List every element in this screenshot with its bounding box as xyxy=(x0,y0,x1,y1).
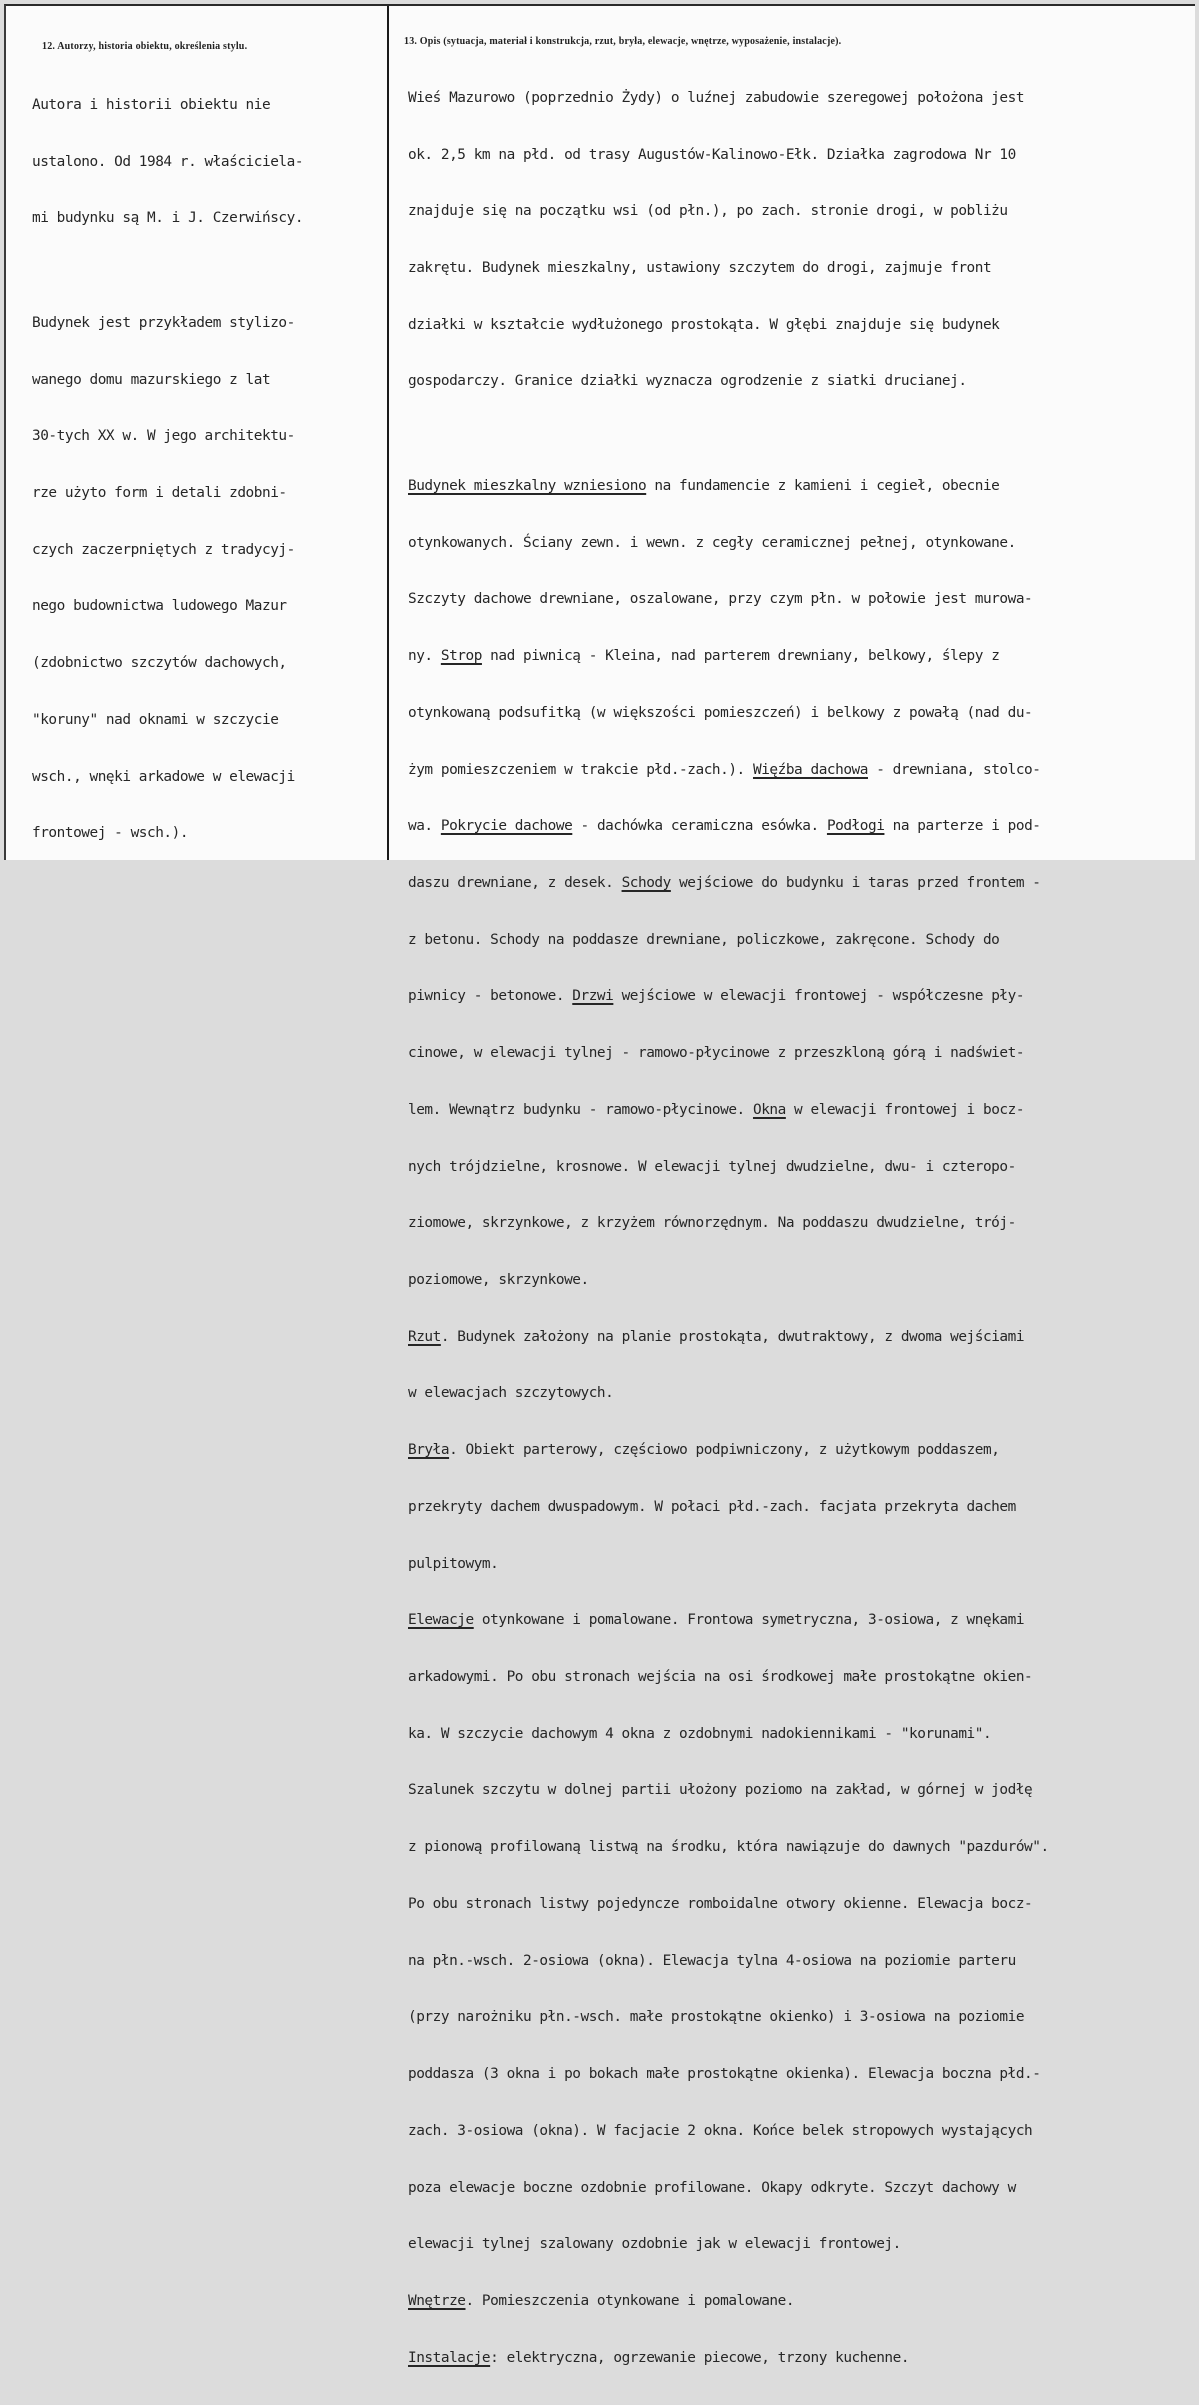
term-wiezba: Więźba dachowa xyxy=(752,761,868,778)
text-line: gospodarczy. Granice działki wyznacza ogrodzenie z siatki drucianej. xyxy=(408,373,967,390)
text-line xyxy=(408,874,1049,893)
text-run: wejściowe w elewacji frontowej - współczesne pły- xyxy=(613,988,1025,1005)
text-line: ok. 2,5 km na płd. od trasy Augustów-Kalinowo-Ełk. Działka zagrodowa Nr 10 xyxy=(408,146,1016,163)
text-run: . Pomieszczenia otynkowane i pomalowane. xyxy=(465,2292,795,2309)
text-line xyxy=(408,477,1049,496)
text-run: lem. Wewnątrz budynku - ramowo-płycinowe. xyxy=(408,1101,753,1118)
text-line: 30-tych XX w. W jego architektu- xyxy=(32,428,295,445)
text-run: wa. xyxy=(408,818,441,835)
text-line: otynkowanych. Ściany zewn. i wewn. z cegły ceramicznej pełnej, otynkowane. xyxy=(408,534,1016,551)
text-line xyxy=(408,1611,1049,1630)
text-line: poddasza (3 okna i po bokach małe prostokątne okienka). Elewacja boczna płd.- xyxy=(408,2066,1041,2083)
text-line: poziomowe, skrzynkowe. xyxy=(408,1272,589,1288)
text-line: działki w kształcie wydłużonego prostokąta. W głębi znajduje się budynek xyxy=(408,316,1000,333)
text-line: mi budynku są M. i J. Czerwińscy. xyxy=(32,210,304,227)
text-line: otynkowaną podsufitką (w większości pomieszczeń) i belkowy z powałą (nad du- xyxy=(408,704,1033,721)
text-line: Budynek jest przykładem stylizo- xyxy=(32,314,295,331)
text-line: z betonu. Schody na poddasze drewniane, policzkowe, zakręcone. Schody do xyxy=(408,931,1000,948)
term-strop: Strop xyxy=(440,648,482,665)
text-run: : elektryczna, ogrzewanie piecowe, trzony kuchenne. xyxy=(490,2349,910,2366)
text-run: otynkowane i pomalowane. Frontowa symetryczna, 3-osiowa, z wnękami xyxy=(473,1612,1025,1629)
term-schody: Schody xyxy=(621,874,671,891)
text-line: nych trójdzielne, krosnowe. W elewacji tylnej dwudzielne, dwu- i czteropo- xyxy=(408,1158,1016,1175)
term-podlogi: Podłogi xyxy=(826,818,885,835)
term-okna: Okna xyxy=(752,1101,786,1118)
term-elewacje: Elewacje xyxy=(408,1612,474,1629)
text-run: nad piwnicą - Kleina, nad parterem drewniany, belkowy, ślepy z xyxy=(481,648,1000,665)
section-13-header: 13. Opis (sytuacja, materiał i konstrukcja, rzut, bryła, elewacje, wnętrze, wyposażenie, instalacje). xyxy=(404,36,842,47)
text-line xyxy=(408,1441,1049,1460)
text-line xyxy=(408,2349,1049,2368)
text-line: (zdobnictwo szczytów dachowych, xyxy=(32,655,287,672)
term-instalacje: Instalacje xyxy=(408,2349,491,2366)
text-run: w elewacji frontowej i bocz- xyxy=(785,1101,1025,1118)
text-line: Szalunek szczytu w dolnej partii ułożony poziomo na zakład, w górnej w jodłę xyxy=(408,1782,1033,1799)
text-run: - drewniana, stolco- xyxy=(867,761,1041,778)
term-drzwi: Drzwi xyxy=(572,988,614,1005)
text-line: w elewacjach szczytowych. xyxy=(408,1385,614,1402)
text-run: . Budynek założony na planie prostokąta, dwutraktowy, z dwoma wejściami xyxy=(440,1328,1025,1345)
text-line: cinowe, w elewacji tylnej - ramowo-płycinowe z przeszkloną górą i nadświet- xyxy=(408,1045,1025,1062)
term-bryla: Bryła xyxy=(408,1442,450,1459)
text-line: ziomowe, skrzynkowe, z krzyżem równorzędnym. Na poddaszu dwudzielne, trój- xyxy=(408,1215,1016,1232)
text-line xyxy=(408,647,1049,666)
text-line: rze użyto form i detali zdobni- xyxy=(32,484,287,501)
text-line: ustalono. Od 1984 r. właściciela- xyxy=(32,153,304,170)
text-line: poza elewacje boczne ozdobnie profilowane. Okapy odkryte. Szczyt dachowy w xyxy=(408,2179,1016,2196)
text-line: znajduje się na początku wsi (od płn.), po zach. stronie drogi, w pobliżu xyxy=(408,203,1008,220)
text-line xyxy=(408,761,1049,780)
text-line: Szczyty dachowe drewniane, oszalowane, przy czym płn. w połowie jest murowa- xyxy=(408,591,1033,608)
term-rzut: Rzut xyxy=(408,1328,441,1345)
text-run: piwnicy - betonowe. xyxy=(408,988,573,1005)
section-12-header: 12. Autorzy, historia obiektu, określenia stylu. xyxy=(42,41,248,52)
text-run: daszu drewniane, z desek. xyxy=(408,874,622,891)
text-line: zach. 3-osiowa (okna). W facjacie 2 okna. Końce belek stropowych wystających xyxy=(408,2122,1033,2139)
text-line: z pionową profilowaną listwą na środku, która nawiązuje do dawnych "pazdurów". xyxy=(408,1839,1049,1856)
term-pokrycie: Pokrycie dachowe xyxy=(440,818,573,835)
text-line: arkadowymi. Po obu stronach wejścia na osi środkowej małe prostokątne okien- xyxy=(408,1669,1033,1686)
text-run: . Obiekt parterowy, częściowo podpiwniczony, z użytkowym poddaszem, xyxy=(449,1442,1000,1459)
text-line: wanego domu mazurskiego z lat xyxy=(32,371,271,388)
text-line xyxy=(408,1101,1049,1120)
text-line: (przy narożniku płn.-wsch. małe prostokątne okienko) i 3-osiowa na poziomie xyxy=(408,2009,1025,2026)
text-line: na płn.-wsch. 2-osiowa (okna). Elewacja tylna 4-osiowa na poziomie parteru xyxy=(408,1952,1016,1969)
text-run: na parterze i pod- xyxy=(884,818,1041,835)
text-line: wsch., wnęki arkadowe w elewacji xyxy=(32,768,295,785)
text-run: na fundamencie z kamieni i cegieł, obecnie xyxy=(646,477,1000,494)
text-line: Wieś Mazurowo (poprzednio Żydy) o luźnej zabudowie szeregowej położona jest xyxy=(408,89,1025,106)
text-run: ny. xyxy=(408,648,441,665)
text-run: wejściowe do budynku i taras przed frontem - xyxy=(670,874,1041,891)
text-line: frontowej - wsch.). xyxy=(32,825,189,842)
text-line: nego budownictwa ludowego Mazur xyxy=(32,598,287,615)
section-13-text xyxy=(408,51,1049,2405)
text-line: zakrętu. Budynek mieszkalny, ustawiony szczytem do drogi, zajmuje front xyxy=(408,259,992,276)
text-line xyxy=(408,817,1049,836)
text-line: czych zaczerpniętych z tradycyj- xyxy=(32,541,295,558)
text-line: Autora i historii obiektu nie xyxy=(32,96,271,113)
column-divider xyxy=(387,6,389,860)
term-wnetrze: Wnętrze xyxy=(408,2292,466,2309)
text-line xyxy=(408,987,1049,1006)
text-line: ka. W szczycie dachowym 4 okna z ozdobnymi nadokiennikami - "korunami". xyxy=(408,1725,992,1742)
record-card xyxy=(4,4,1195,2366)
text-line: pulpitowym. xyxy=(408,1555,499,1572)
text-line xyxy=(408,2292,1049,2311)
section-12-text xyxy=(32,58,303,881)
text-line: przekryty dachem dwuspadowym. W połaci płd.-zach. facjata przekryta dachem xyxy=(408,1498,1016,1515)
term-budynek: Budynek mieszkalny wzniesiono xyxy=(408,477,647,494)
text-line: elewacji tylnej szalowany ozdobnie jak w elewacji frontowej. xyxy=(408,2236,901,2253)
text-line: Po obu stronach listwy pojedyncze romboidalne otwory okienne. Elewacja bocz- xyxy=(408,1895,1033,1912)
text-line xyxy=(408,1328,1049,1347)
text-run: - dachówka ceramiczna esówka. xyxy=(572,818,827,835)
text-run: żym pomieszczeniem w trakcie płd.-zach.). xyxy=(408,761,753,778)
text-line: "koruny" nad oknami w szczycie xyxy=(32,711,279,728)
